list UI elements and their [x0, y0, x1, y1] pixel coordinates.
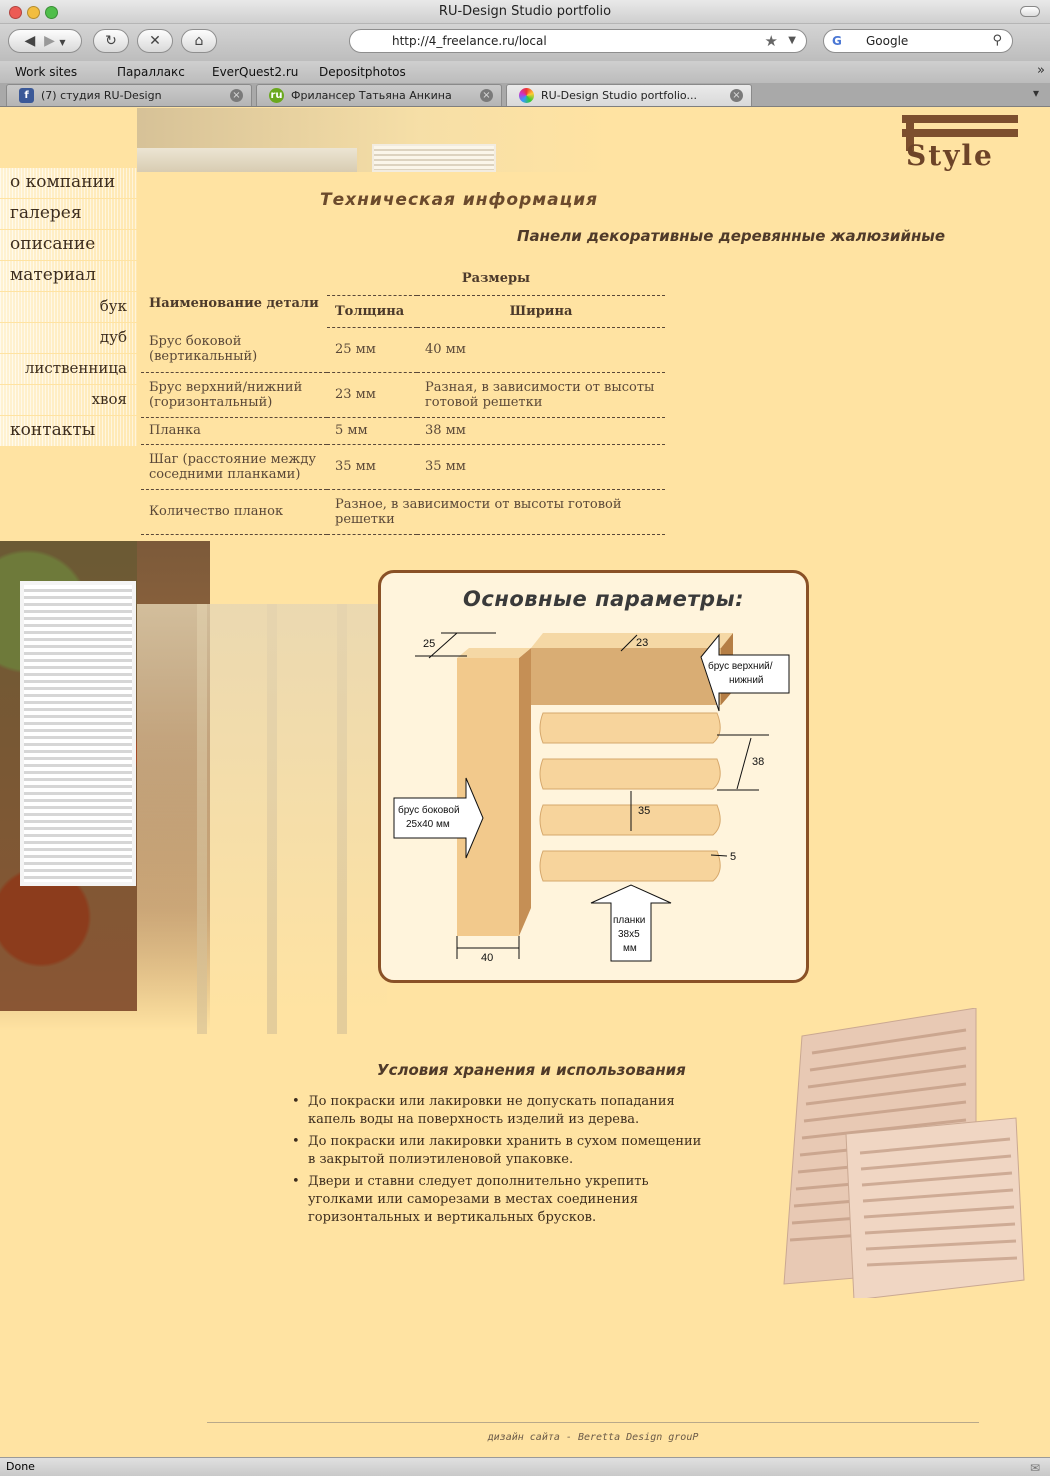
- cell-name: Брус верхний/нижний (горизонтальный): [141, 372, 327, 417]
- cell-name: Шаг (расстояние между соседними планками): [141, 444, 327, 489]
- status-bar: [0, 1457, 1050, 1476]
- storage-list: [290, 1093, 710, 1231]
- close-tab-icon[interactable]: ×: [480, 89, 493, 102]
- window-sill-image: [137, 148, 357, 172]
- cell-name: Количество планок: [141, 489, 327, 534]
- menu-item[interactable]: лиственница: [0, 354, 137, 385]
- close-tab-icon[interactable]: ×: [230, 89, 243, 102]
- slats-group: [540, 713, 720, 881]
- slats-label: 38х5: [618, 929, 640, 940]
- menu-item[interactable]: бук: [0, 292, 137, 323]
- close-tab-icon[interactable]: ×: [730, 89, 743, 102]
- table-row: [141, 327, 665, 372]
- navigation-toolbar: [0, 24, 1050, 61]
- header-photo: [137, 108, 607, 172]
- top-beam-label: нижний: [729, 675, 764, 686]
- bookmark-item[interactable]: Work sites: [15, 65, 78, 79]
- menu-item[interactable]: о компании: [0, 168, 137, 199]
- menu-item[interactable]: контакты: [0, 416, 137, 447]
- mail-icon[interactable]: ✉: [1029, 1461, 1040, 1475]
- ru-design-icon: [519, 88, 534, 103]
- storage-title: Условия хранения и использования: [377, 1061, 686, 1079]
- window-titlebar: [0, 0, 1050, 24]
- tab-active[interactable]: [506, 84, 752, 106]
- page-viewport: [0, 108, 1050, 1457]
- cell-width: Разная, в зависимости от высоты готовой решетки: [417, 372, 665, 417]
- footer-credit: дизайн сайта - Beretta Design grouP: [487, 1432, 699, 1443]
- url-text: http://4_freelance.ru/local: [392, 34, 547, 48]
- col-name-header: Наименование детали: [149, 295, 319, 311]
- side-menu: [0, 168, 137, 447]
- history-dropdown-icon[interactable]: ▼: [59, 38, 66, 47]
- stop-icon: ✕: [149, 33, 161, 49]
- home-button[interactable]: [181, 29, 217, 53]
- list-item: • Двери и ставни следует дополнительно укрепить уголками или саморезами в местах соединения горизонтальных и вертикальных брусков.: [290, 1173, 710, 1227]
- bookmark-item[interactable]: Параллакс: [117, 65, 185, 79]
- bookmarks-bar: [0, 61, 1050, 83]
- side-beam-label: брус боковой: [398, 805, 460, 816]
- tab-label: Фрилансер Татьяна Анкина: [291, 89, 452, 102]
- back-forward-group: [8, 29, 82, 53]
- specs-table: [141, 263, 665, 535]
- col-sizes-header: Размеры: [327, 263, 665, 295]
- dim-label: 23: [636, 637, 649, 649]
- cell-thickness: 23 мм: [327, 372, 417, 417]
- page-subtitle: Панели декоративные деревянные жалюзийные: [517, 227, 946, 245]
- list-item: • До покраски или лакировки не допускать попадания капель воды на поверхность изделий из дерева.: [290, 1093, 710, 1129]
- louver-panels-photo: [780, 1008, 1030, 1298]
- cell-width: 40 мм: [417, 327, 665, 372]
- dim-label: 25: [423, 638, 436, 650]
- search-placeholder: Google: [866, 34, 909, 48]
- window-title: RU-Design Studio portfolio: [438, 4, 612, 19]
- menu-item[interactable]: хвоя: [0, 385, 137, 416]
- url-history-dropdown-icon[interactable]: ▼: [788, 35, 796, 46]
- url-field[interactable]: [349, 29, 807, 53]
- table-row: [141, 417, 665, 444]
- menu-item[interactable]: дуб: [0, 323, 137, 354]
- top-beam: [531, 648, 721, 705]
- side-beam-top: [457, 648, 531, 658]
- forward-icon[interactable]: ▶: [44, 33, 55, 49]
- cell-value: Разное, в зависимости от высоты готовой решетки: [327, 489, 665, 534]
- side-beam-edge: [519, 648, 531, 936]
- louver-drawing: [381, 573, 812, 986]
- table-row: [141, 444, 665, 489]
- dim-label: 38: [752, 756, 765, 768]
- cell-width: 38 мм: [417, 417, 665, 444]
- bookmark-item[interactable]: EverQuest2.ru: [212, 65, 299, 79]
- shutter-image: [372, 144, 496, 172]
- cell-name: Планка: [141, 417, 327, 444]
- stop-button[interactable]: [137, 29, 173, 53]
- tab[interactable]: [256, 84, 502, 106]
- style-logo[interactable]: [902, 113, 1018, 171]
- cell-name: Брус боковой (вертикальный): [141, 327, 327, 372]
- bookmark-star-icon[interactable]: ★: [764, 32, 778, 50]
- logo-text: Style: [906, 139, 994, 171]
- bookmark-item[interactable]: Depositphotos: [319, 65, 406, 79]
- col-width-header: Ширина: [417, 295, 665, 327]
- dim-label: 5: [730, 851, 737, 863]
- reload-button[interactable]: [93, 29, 129, 53]
- parameters-diagram: [378, 570, 809, 983]
- slats-label: планки: [613, 915, 646, 926]
- search-engine-icon[interactable]: G: [832, 34, 842, 48]
- list-item: • До покраски или лакировки хранить в сухом помещении в закрытой полиэтиленовой упаковке.: [290, 1133, 710, 1169]
- diagram-title: Основные параметры:: [463, 587, 744, 611]
- home-icon: ⌂: [194, 33, 204, 49]
- cell-thickness: 35 мм: [327, 444, 417, 489]
- reload-icon: ↻: [105, 33, 117, 49]
- side-beam-label: 25х40 мм: [406, 819, 450, 830]
- side-beam-arrow: [394, 778, 483, 858]
- more-bookmarks-icon[interactable]: »: [1037, 63, 1045, 78]
- table-row: [141, 489, 665, 534]
- slats-label: мм: [623, 943, 637, 954]
- status-text: Done: [6, 1460, 35, 1473]
- white-shutter-image: [20, 581, 136, 886]
- cell-thickness: 25 мм: [327, 327, 417, 372]
- menu-item[interactable]: материал: [0, 261, 137, 292]
- window-curtain-photo: [137, 604, 387, 1034]
- top-beam-label: брус верхний/: [708, 661, 773, 672]
- cell-thickness: 5 мм: [327, 417, 417, 444]
- toolbar-toggle-button[interactable]: [1020, 6, 1040, 17]
- menu-item[interactable]: описание: [0, 230, 137, 261]
- tab-strip: [0, 83, 1050, 107]
- menu-item[interactable]: галерея: [0, 199, 137, 230]
- footer-divider: [207, 1422, 979, 1423]
- dim-label: 40: [481, 952, 494, 964]
- freelance-ru-icon: ru: [270, 90, 283, 101]
- search-field[interactable]: [823, 29, 1013, 53]
- tab-list-icon[interactable]: ▾: [1032, 86, 1040, 100]
- col-thickness-header: Толщина: [327, 295, 417, 327]
- cell-width: 35 мм: [417, 444, 665, 489]
- search-icon[interactable]: ⚲: [992, 33, 1002, 48]
- dim-label: 35: [638, 805, 651, 817]
- tab[interactable]: [6, 84, 252, 106]
- tab-label: RU-Design Studio portfolio...: [541, 89, 697, 102]
- table-row: [141, 372, 665, 417]
- facebook-icon: f: [19, 88, 34, 103]
- tab-label: (7) студия RU-Design: [41, 89, 162, 102]
- back-icon[interactable]: ◀: [24, 33, 36, 49]
- page-title: Техническая информация: [320, 190, 599, 210]
